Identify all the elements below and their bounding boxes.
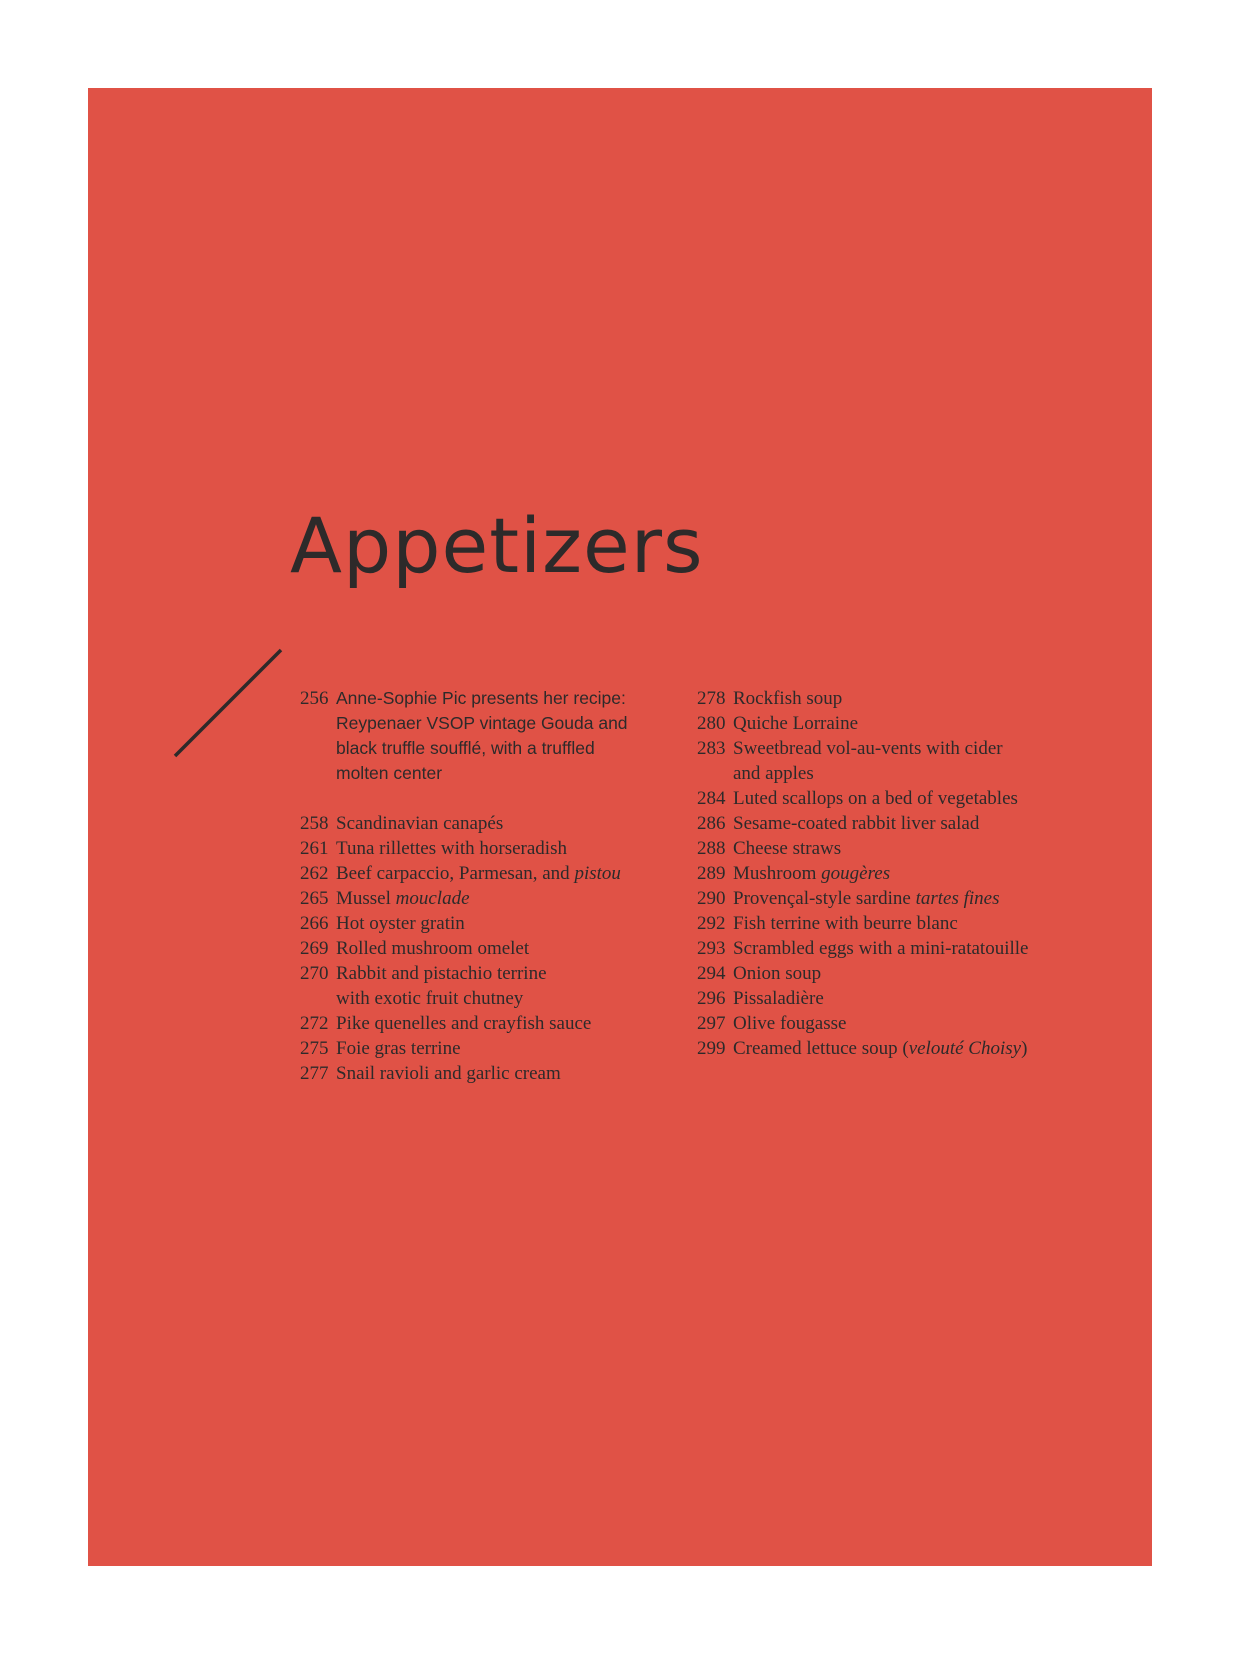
- recipe-title: Mushroom: [733, 863, 822, 884]
- recipe-title-italic: mouclade: [395, 888, 470, 909]
- recipe-title: Quiche Lorraine: [733, 713, 859, 734]
- page-number: 289: [697, 863, 726, 884]
- page-number: 292: [697, 913, 726, 934]
- page-number: 269: [300, 938, 329, 959]
- recipe-entry[interactable]: [697, 1011, 1028, 1036]
- recipe-title: Beef carpaccio, Parmesan, and: [336, 863, 575, 884]
- recipe-title: Rockfish soup: [733, 688, 843, 709]
- page-number: 284: [697, 788, 726, 809]
- recipe-entry[interactable]: [300, 686, 628, 786]
- page-number: 290: [697, 888, 726, 909]
- recipe-entry[interactable]: [697, 861, 1028, 886]
- recipe-entry[interactable]: [697, 911, 1028, 936]
- page-number: 288: [697, 838, 726, 859]
- recipe-title: Onion soup: [733, 963, 822, 984]
- recipe-title: Foie gras terrine: [336, 1038, 461, 1059]
- recipe-title-suffix: ): [1021, 1038, 1028, 1059]
- recipe-list-left: [300, 686, 628, 1086]
- page-number: 286: [697, 813, 726, 834]
- page-number: 280: [697, 713, 726, 734]
- recipe-entry[interactable]: [300, 1011, 628, 1036]
- recipe-entry[interactable]: [300, 861, 628, 886]
- recipe-entry[interactable]: [300, 911, 628, 936]
- recipe-title-line: black truffle soufflé, with a truffled: [336, 738, 595, 758]
- recipe-title-line: with exotic fruit chutney: [336, 988, 524, 1009]
- recipe-title: Snail ravioli and garlic cream: [336, 1063, 561, 1084]
- page-number: 278: [697, 688, 726, 709]
- recipe-entry[interactable]: [300, 936, 628, 961]
- recipe-title: Fish terrine with beurre blanc: [733, 913, 958, 934]
- page-number: 270: [300, 963, 329, 984]
- page-number: 262: [300, 863, 329, 884]
- recipe-title: Creamed lettuce soup (: [733, 1038, 909, 1059]
- recipe-title-line: Reypenaer VSOP vintage Gouda and: [336, 713, 628, 733]
- recipe-entry[interactable]: [300, 886, 628, 911]
- page-number: 258: [300, 813, 329, 834]
- recipe-title: Pike quenelles and crayfish sauce: [336, 1013, 592, 1034]
- page-number: 296: [697, 988, 726, 1009]
- recipe-entry[interactable]: [300, 836, 628, 861]
- diagonal-slash-decoration: [173, 648, 283, 758]
- recipe-entry[interactable]: [697, 1036, 1028, 1061]
- page-number: 294: [697, 963, 726, 984]
- recipe-title: Mussel: [336, 888, 396, 909]
- page-number: 261: [300, 838, 329, 859]
- chapter-title: Appetizers: [290, 501, 704, 590]
- recipe-list-right: [697, 686, 1028, 1061]
- recipe-title-line: Rabbit and pistachio terrine: [336, 963, 547, 984]
- recipe-title-line: Sweetbread vol-au-vents with cider: [733, 738, 1003, 759]
- page-number: 283: [697, 738, 726, 759]
- page-number: 272: [300, 1013, 329, 1034]
- recipe-entry[interactable]: [697, 936, 1028, 961]
- recipe-title: Rolled mushroom omelet: [336, 938, 530, 959]
- recipe-title: Luted scallops on a bed of vegetables: [733, 788, 1018, 809]
- recipe-title-italic: velouté Choisy: [908, 1038, 1022, 1059]
- recipe-title-italic: pistou: [574, 863, 621, 884]
- recipe-title-italic: tartes fines: [915, 888, 1000, 909]
- recipe-title-italic: gougères: [821, 863, 891, 884]
- recipe-title: Olive fougasse: [733, 1013, 847, 1034]
- recipe-entry[interactable]: [300, 1036, 628, 1061]
- recipe-title-line: and apples: [733, 763, 814, 784]
- page-number: 277: [300, 1063, 329, 1084]
- recipe-entry[interactable]: [697, 811, 1028, 836]
- page-number: 266: [300, 913, 329, 934]
- recipe-entry[interactable]: [697, 961, 1028, 986]
- recipe-entry[interactable]: [697, 711, 1028, 736]
- recipe-title: Sesame-coated rabbit liver salad: [733, 813, 980, 834]
- recipe-entry[interactable]: [697, 886, 1028, 911]
- recipe-entry[interactable]: [697, 736, 1028, 786]
- recipe-title-line: molten center: [336, 763, 443, 783]
- recipe-title: Scrambled eggs with a mini-ratatouille: [733, 938, 1029, 959]
- recipe-entry[interactable]: [300, 811, 628, 836]
- recipe-title: Hot oyster gratin: [336, 913, 465, 934]
- page-number: 297: [697, 1013, 726, 1034]
- recipe-title-line: Anne-Sophie Pic presents her recipe:: [336, 688, 626, 708]
- recipe-title: Cheese straws: [733, 838, 842, 859]
- recipe-title: Tuna rillettes with horseradish: [336, 838, 567, 859]
- page-number: 265: [300, 888, 329, 909]
- recipe-title: Scandinavian canapés: [336, 813, 504, 834]
- recipe-entry[interactable]: [697, 836, 1028, 861]
- page-number: 275: [300, 1038, 329, 1059]
- recipe-title: Provençal-style sardine: [733, 888, 916, 909]
- page-number: 299: [697, 1038, 726, 1059]
- recipe-entry[interactable]: [697, 786, 1028, 811]
- page-number: 293: [697, 938, 726, 959]
- recipe-title: Pissaladière: [733, 988, 824, 1009]
- recipe-entry[interactable]: [697, 686, 1028, 711]
- recipe-entry[interactable]: [300, 1061, 628, 1086]
- recipe-entry[interactable]: [300, 961, 628, 1011]
- page-number: 256: [300, 688, 329, 709]
- chapter-panel: [88, 88, 1152, 1566]
- recipe-entry[interactable]: [697, 986, 1028, 1011]
